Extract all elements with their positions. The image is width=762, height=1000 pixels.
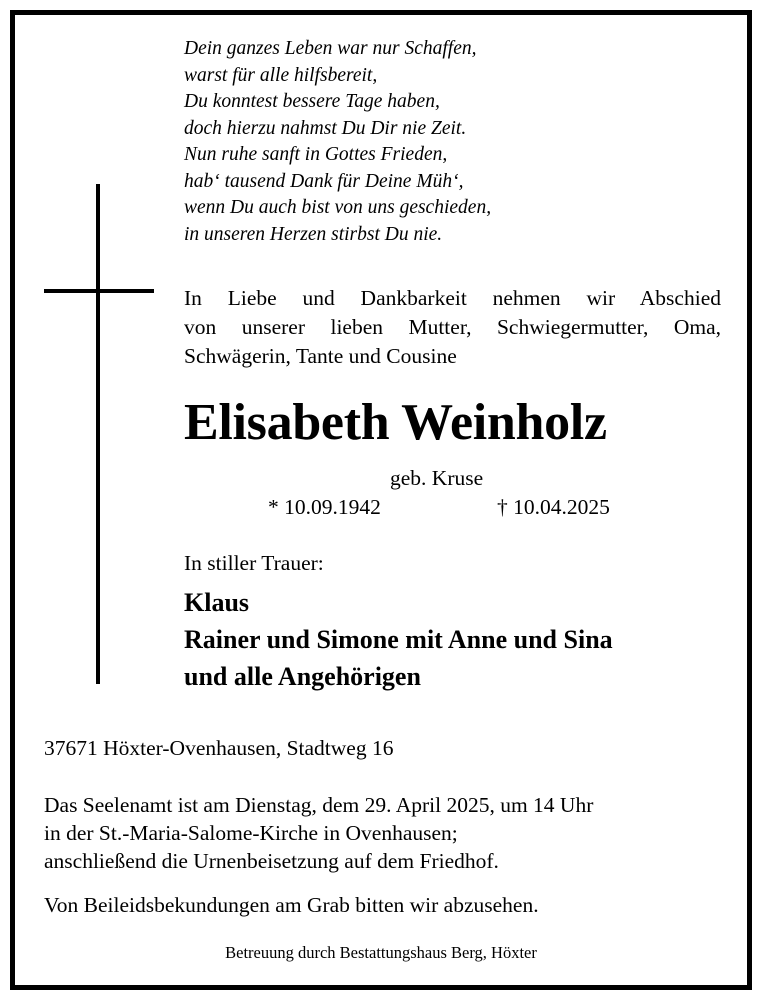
poem-line: Du konntest bessere Tage haben,	[184, 91, 440, 112]
mourning-label: In stiller Trauer:	[184, 551, 324, 575]
poem-line: doch hierzu nahmst Du Dir nie Zeit.	[184, 117, 467, 139]
maiden-name: geb. Kruse	[390, 466, 484, 490]
cross-horizontal-bar	[44, 289, 154, 293]
poem	[184, 36, 491, 248]
intro-line: Schwägerin, Tante und Cousine	[184, 344, 457, 368]
service-line: Das Seelenamt ist am Dienstag, dem 29. April 2025, um 14 Uhr	[44, 793, 594, 817]
mourner: und alle Angehörigen	[184, 662, 421, 691]
poem-line: in unseren Herzen stirbst Du nie.	[184, 223, 443, 245]
service-line: anschließend die Urnenbeisetzung auf dem Friedhof.	[44, 849, 499, 873]
deceased-name: Elisabeth Weinholz	[184, 394, 607, 451]
undertaker-credit: Betreuung durch Bestattungshaus Berg, Höxter	[225, 943, 537, 962]
poem-line: warst für alle hilfsbereit,	[184, 64, 378, 86]
farewell-intro	[184, 284, 721, 371]
birth-date: * 10.09.1942	[268, 495, 381, 519]
death-date: † 10.04.2025	[497, 495, 610, 519]
poem-line: wenn Du auch bist von uns geschieden,	[184, 197, 492, 218]
poem-line: Nun ruhe sanft in Gottes Frieden,	[184, 144, 448, 165]
service-line: in der St.-Maria-Salome-Kirche in Ovenhausen;	[44, 821, 458, 845]
condolence-note: Von Beileidsbekundungen am Grab bitten wir abzusehen.	[44, 893, 539, 917]
cross-vertical-bar	[96, 184, 100, 684]
mourner: Klaus	[184, 588, 250, 617]
service-info	[44, 791, 593, 875]
family-address: 37671 Höxter-Ovenhausen, Stadtweg 16	[44, 736, 394, 760]
poem-line: hab‘ tausend Dank für Deine Müh‘,	[184, 170, 464, 192]
mourner: Rainer und Simone mit Anne und Sina	[184, 625, 613, 654]
poem-line: Dein ganzes Leben war nur Schaffen,	[184, 38, 477, 59]
intro-line: von unserer lieben Mutter, Schwiegermutter, Oma,	[184, 315, 721, 339]
intro-line: In Liebe und Dankbarkeit nehmen wir Abschied	[184, 286, 721, 310]
mourners-list	[184, 584, 613, 695]
